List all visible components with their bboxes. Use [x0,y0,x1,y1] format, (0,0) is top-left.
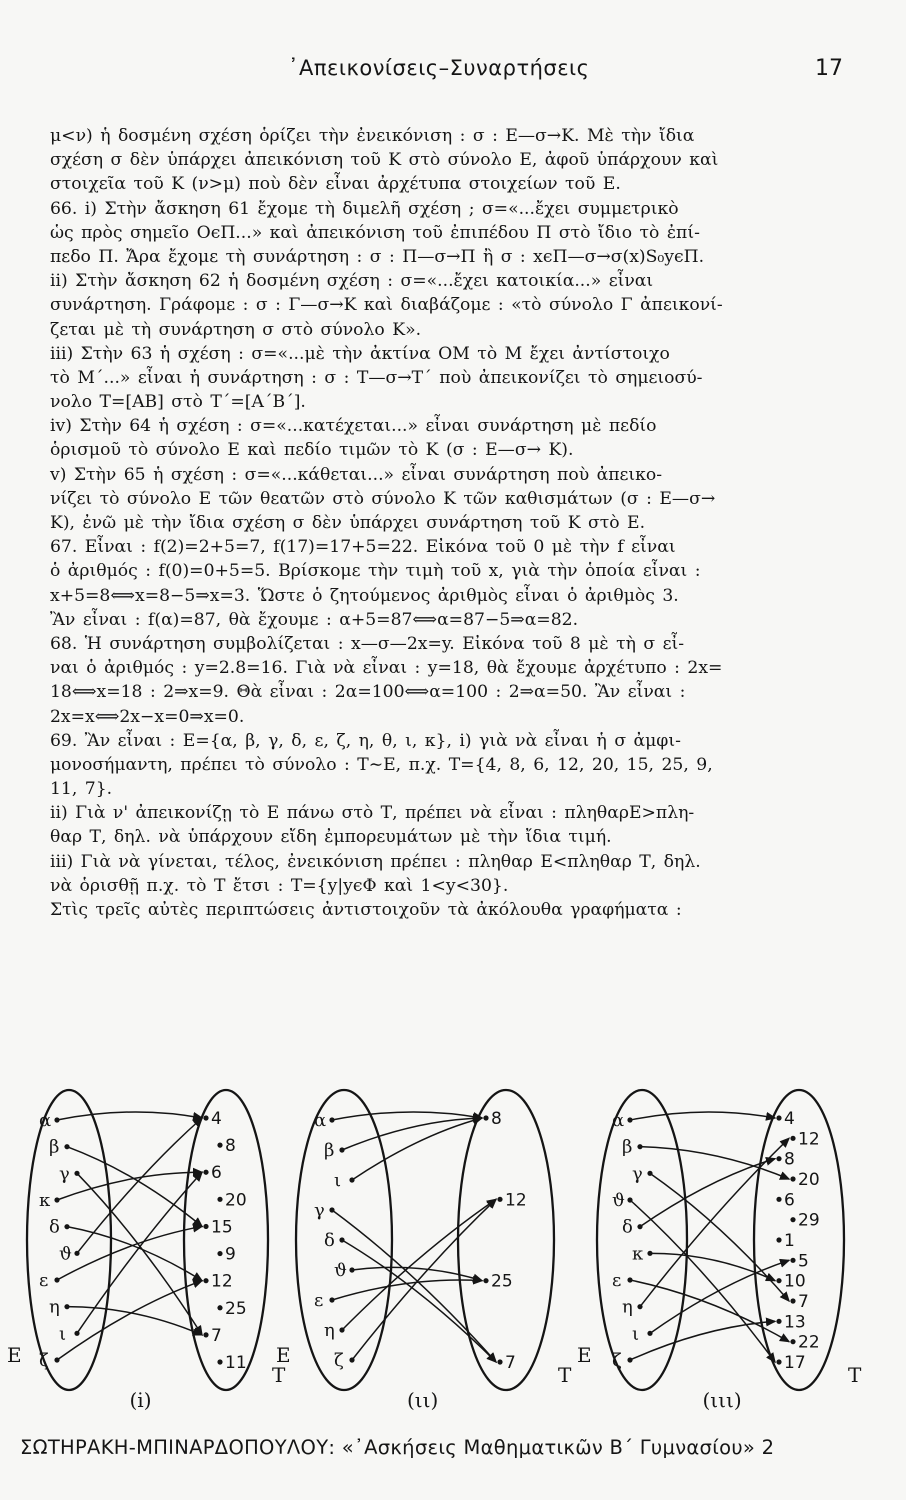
right-point [497,1359,502,1364]
right-element: 12 [211,1271,233,1292]
left-element: β [622,1136,633,1158]
right-element: 7 [211,1325,222,1346]
set-e-oval [597,1090,687,1390]
left-element: ζ [612,1350,622,1371]
right-element: 1 [784,1231,795,1251]
right-element: 13 [784,1312,806,1333]
set-t-oval [458,1090,554,1390]
right-element: 15 [211,1217,233,1238]
right-element: 25 [225,1298,247,1319]
text-line: μ<ν) ἡ δοσμένη σχέση ὁρίζει τὴν ἐνεικόνιση : σ : Ε—σ→Κ. Μὲ τὴν ἴδια [50,126,695,146]
right-element: 6 [784,1190,795,1211]
right-point [776,1237,781,1242]
text-line: νίζει τὸ σύνολο Ε τῶν θεατῶν στὸ σύνολο Κ τῶν καθισμάτων (σ : Ε—σ→ [50,488,716,509]
right-point [776,1197,781,1202]
right-element: 12 [505,1190,527,1211]
set-t-label: Τ [558,1363,572,1387]
right-element: 10 [784,1271,806,1292]
footer-citation: ΣΩΤΗΡΑΚΗ-ΜΠΙΝΑΡΔΟΠΟΥΛΟΥ: «᾿Ασκήσεις Μαθηματικῶν Β΄ Γυμνασίου» 2 [20,1436,775,1459]
set-t-label: Τ [272,1363,286,1387]
running-title: ᾿Απεικονίσεις–Συναρτήσεις [288,56,590,80]
left-element: δ [49,1216,60,1238]
mapping-arrow [57,1112,202,1120]
right-element: 20 [225,1190,247,1211]
right-point [483,1278,488,1283]
right-point [217,1359,222,1364]
left-element: ε [314,1290,324,1311]
page-header [0,56,906,86]
right-point [776,1115,781,1120]
text-line: νὰ ὁρισθῇ π.χ. τὸ Τ ἔτσι : Τ={y|yϵΦ καὶ 1<y<30}. [50,875,509,896]
left-element: ι [59,1323,67,1345]
text-line: νολο Τ=[ΑΒ] στὸ Τ΄=[Α΄Β΄]. [50,392,306,413]
text-line: συνάρτηση. Γράφομε : σ : Γ—σ→Κ καὶ διαβάζομε : «τὸ σύνολο Γ ἀπεικονί- [50,295,723,316]
right-element: 6 [211,1163,222,1184]
left-element: η [49,1296,60,1318]
set-t-label: Τ [848,1363,862,1387]
right-element: 5 [798,1251,809,1272]
right-point [203,1170,208,1175]
right-point [790,1176,795,1181]
text-line: 68. Ἡ συνάρτηση συμβολίζεται : x—σ—2x=y. Εἰκόνα τοῦ 8 μὲ τὴ σ εἶ- [50,633,685,654]
set-e-label: Ε [577,1343,592,1367]
left-element: α [314,1110,327,1131]
mapping-arrow [630,1321,775,1360]
left-element: ι [334,1170,342,1191]
left-element: η [324,1320,335,1341]
mapping-arrow [352,1267,482,1280]
left-element: ϑ [334,1260,347,1281]
left-element: κ [632,1243,644,1265]
text-line: 11, 7}. [50,779,113,800]
mapping-arrow [640,1147,789,1179]
text-line: ii) Στὴν ἄσκηση 62 ἡ δοσμένη σχέση : σ=«...ἔχει κατοικία...» εἶναι [50,271,654,292]
right-point [203,1278,208,1283]
text-line: 69. Ἂν εἶναι : Ε={α, β, γ, δ, ε, ζ, η, θ, ι, κ}, i) γιὰ νὰ εἶναι ἡ σ ἀμφι- [50,730,681,751]
text-line: Ἂν εἶναι : f(α)=87, θὰ ἔχουμε : α+5=87⟺α=87−5⇒α=82. [50,609,579,630]
right-point [776,1319,781,1324]
left-element: β [324,1140,335,1161]
diagram-caption: (ιιι) [702,1388,742,1412]
text-line: iii) Στὴν 63 ἡ σχέση : σ=«...μὲ τὴν ἀκτίνα ΟΜ τὸ Μ ἔχει ἀντίστοιχο [50,343,670,364]
right-point [776,1278,781,1283]
text-line: Στὶς τρεῖς αὐτὲς περιπτώσεις ἀντιστοιχοῦν τὰ ἀκόλουθα γραφήματα : [50,900,682,920]
right-point [790,1339,795,1344]
right-element: 4 [784,1109,795,1129]
right-element: 22 [798,1332,820,1353]
right-point [217,1305,222,1310]
right-point [203,1332,208,1337]
right-element: 12 [798,1129,820,1150]
left-element: δ [622,1216,633,1238]
text-line: ὁ ἀριθμός : f(0)=0+5=5. Βρίσκομε τὴν τιμὴ τοῦ x, γιὰ τὴν ὁποία εἶναι : [50,561,701,582]
set-t-oval [184,1090,268,1390]
mapping-arrow [67,1147,202,1227]
diagram-caption: (ιι) [407,1388,439,1412]
right-point [790,1217,795,1222]
right-point [203,1115,208,1120]
text-line: iii) Γιὰ νὰ γίνεται, τέλος, ἐνεικόνιση πρέπει : πληθαρ Ε<πληθαρ Τ, δηλ. [50,851,701,872]
right-element: 9 [225,1244,236,1265]
text-line: ναι ὁ ἀριθμός : y=2.8=16. Γιὰ νὰ εἶναι : y=18, θὰ ἔχουμε ἀρχέτυπο : 2x= [50,658,723,679]
left-element: β [49,1136,60,1158]
right-element: 11 [225,1353,247,1373]
left-element: κ [39,1190,51,1211]
right-point [790,1136,795,1141]
right-element: 4 [211,1109,222,1129]
text-line: μονοσήμαντη, πρέπει τὸ σύνολο : Τ∼Ε, π.χ. Τ={4, 8, 6, 12, 20, 15, 25, 9, [50,754,713,775]
text-line: iv) Στὴν 64 ἡ σχέση : σ=«...κατέχεται...» εἶναι συνάρτηση μὲ πεδίο [50,416,657,437]
text-line: ὁρισμοῦ τὸ σύνολο Ε καὶ πεδίο τιμῶν τὸ Κ (σ : Ε—σ→ Κ). [50,440,574,461]
right-element: 8 [225,1136,236,1157]
set-e-label: Ε [276,1343,291,1367]
left-element: ε [39,1270,49,1291]
right-point [203,1224,208,1229]
right-element: 20 [798,1170,820,1190]
left-element: η [622,1296,633,1318]
right-element: 7 [505,1353,516,1373]
right-element: 8 [491,1109,502,1129]
text-line: v) Στὴν 65 ἡ σχέση : σ=«...κάθεται...» εἶναι συνάρτηση ποὺ ἀπεικο- [50,464,663,485]
set-e-oval [27,1090,111,1390]
mapping-diagrams [7,1082,874,1422]
text-line: 2x=x⟺2x−x=0⇒x=0. [50,706,245,727]
text-line: 67. Εἶναι : f(2)=2+5=7, f(17)=17+5=22. Εἰκόνα τοῦ 0 μὲ τὴν f εἶναι [50,537,676,558]
right-point [790,1258,795,1263]
left-element: ϑ [59,1243,72,1265]
text-line: τὸ Μ΄...» εἶναι ἡ συνάρτηση : σ : Τ—σ→Τ΄ ποὺ ἀπεικονίζει τὸ σημειοσύ- [50,367,703,388]
left-element: α [39,1110,52,1131]
body-text [50,124,850,922]
diagram-caption: (i) [129,1388,152,1412]
mapping-arrow [640,1138,789,1306]
right-point [483,1115,488,1120]
right-element: 7 [798,1292,809,1312]
right-point [790,1298,795,1303]
left-element: γ [632,1163,643,1185]
text-line: 18⟺x=18 : 2⇒x=9. Θὰ εἶναι : 2α=100⟺α=100 : 2⇒α=50. Ἂν εἶναι : [50,682,686,703]
right-element: 17 [784,1353,806,1373]
page-number: 17 [815,56,843,81]
set-e-label: Ε [7,1343,22,1367]
text-line: πεδο Π. Ἄρα ἔχομε τὴ συνάρτηση : σ : Π—σ→Π ἢ σ : xϵΠ—σ→σ(x)S₀yϵΠ. [50,246,705,267]
mapping-arrow [650,1173,789,1301]
mapping-arrow [342,1199,496,1330]
text-line: ὡς πρὸς σημεῖο ΟϵΠ...» καὶ ἀπεικόνιση τοῦ ἐπιπέδου Π στὸ ἴδιο τὸ ἐπί- [50,222,700,243]
right-point [776,1156,781,1161]
left-element: α [612,1110,625,1131]
left-element: γ [59,1163,70,1185]
right-point [217,1251,222,1256]
left-element: ε [612,1270,622,1291]
mapping-arrow [57,1281,202,1360]
text-line: θαρ Τ, δηλ. νὰ ὑπάρχουν εἴδη ἐμπορευμάτων μὲ τὴν ἴδια τιμή. [50,827,612,848]
right-point [776,1359,781,1364]
right-element: 29 [798,1210,820,1231]
left-element: ζ [39,1350,49,1371]
right-element: 25 [491,1271,513,1292]
right-point [217,1197,222,1202]
text-line: 66. i) Στὴν ἄσκηση 61 ἔχομε τὴ διμελῆ σχέση ; σ=«...ἔχει συμμετρικὸ [50,198,679,219]
text-line: σχέση σ δὲν ὑπάρχει ἀπεικόνιση τοῦ Κ στὸ σύνολο Ε, ἀφοῦ ὑπάρχουν καὶ [50,150,719,171]
right-point [217,1143,222,1148]
text-line: ii) Γιὰ ν' ἀπεικονίζῃ τὸ Ε πάνω στὸ Τ, πρέπει νὰ εἶναι : πληθαρΕ>πλη- [50,803,695,824]
left-element: δ [324,1230,335,1251]
text-line: Κ), ἐνῶ μὲ τὴν ἴδια σχέση σ δὲν ὑπάρχει συνάρτηση τοῦ Κ στὸ Ε. [50,513,646,533]
right-element: 8 [784,1149,795,1170]
left-element: γ [314,1200,325,1221]
left-element: ι [632,1323,640,1345]
text-line: ζεται μὲ τὴ συνάρτηση σ στὸ σύνολο Κ». [50,319,422,340]
text-line: x+5=8⟺x=8−5⇒x=3. Ὥστε ὁ ζητούμενος ἀριθμὸς εἶναι ὁ ἀριθμὸς 3. [50,585,679,606]
mapping-arrow [630,1112,775,1120]
right-point [497,1197,502,1202]
left-element: ϑ [612,1190,625,1211]
left-element: ζ [334,1350,344,1371]
text-line: στοιχεῖα τοῦ Κ (ν>μ) ποὺ δὲν εἶναι ἀρχέτυπα στοιχείων τοῦ Ε. [50,174,621,195]
